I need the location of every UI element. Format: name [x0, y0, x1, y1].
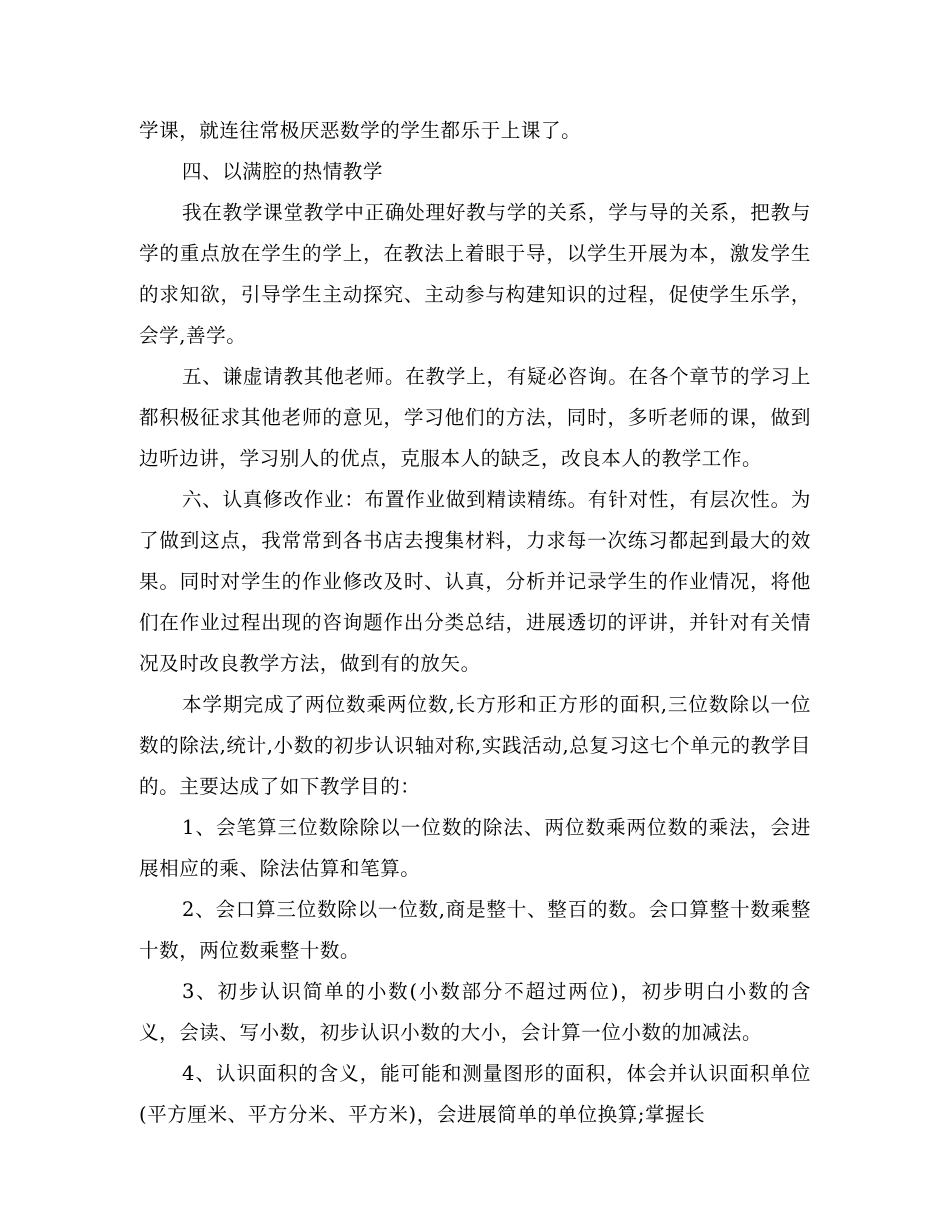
paragraph-9: 3、初步认识简单的小数(小数部分不超过两位)，初步明白小数的含义，会读、写小数，初步认识小数的大小，会计算一位小数的加减法。 [139, 980, 811, 1044]
paragraph-5: 六、认真修改作业：布置作业做到精读精练。有针对性，有层次性。为了做到这点，我常常到各书店去搜集材料，力求每一次练习都起到最大的效果。同时对学生的作业修改及时、认真，分析并记录学生的作业情况，将他们在作业过程出现的咨询题作出分类总结，进展透切的评讲，并针对有关情况及时改良教学方法，做到有的放矢。 [139, 488, 811, 675]
paragraph-3: 我在教学课堂教学中正确处理好教与学的关系，学与导的关系，把教与学的重点放在学生的学上，在教法上着眼于导，以学生开展为本，激发学生的求知欲，引导学生主动探究、主动参与构建知识的过程，促使学生乐学，会学,善学。 [139, 201, 811, 347]
paragraph-2-heading: 四、以满腔的热情教学 [182, 160, 384, 183]
paragraph-8: 2、会口算三位数除以一位数,商是整十、整百的数。会口算整十数乘整十数，两位数乘整十数。 [139, 898, 811, 962]
document-page [139, 110, 811, 1135]
paragraph-4: 五、谦虚请教其他老师。在教学上，有疑必咨询。在各个章节的学习上都积极征求其他老师的意见，学习他们的方法，同时，多听老师的课，做到边听边讲，学习别人的优点，克服本人的缺乏，改良本人的教学工作。 [139, 365, 811, 470]
paragraph-6: 本学期完成了两位数乘两位数,长方形和正方形的面积,三位数除以一位数的除法,统计,小数的初步认识轴对称,实践活动,总复习这七个单元的教学目的。主要达成了如下教学目的： [139, 693, 811, 798]
paragraph-7: 1、会笔算三位数除除以一位数的除法、两位数乘两位数的乘法，会进展相应的乘、除法估算和笔算。 [139, 816, 811, 880]
paragraph-10: 4、认识面积的含义，能可能和测量图形的面积，体会并认识面积单位(平方厘米、平方分米、平方米)，会进展简单的单位换算;掌握长 [139, 1062, 811, 1126]
paragraph-1: 学课，就连往常极厌恶数学的学生都乐于上课了。 [139, 119, 582, 142]
